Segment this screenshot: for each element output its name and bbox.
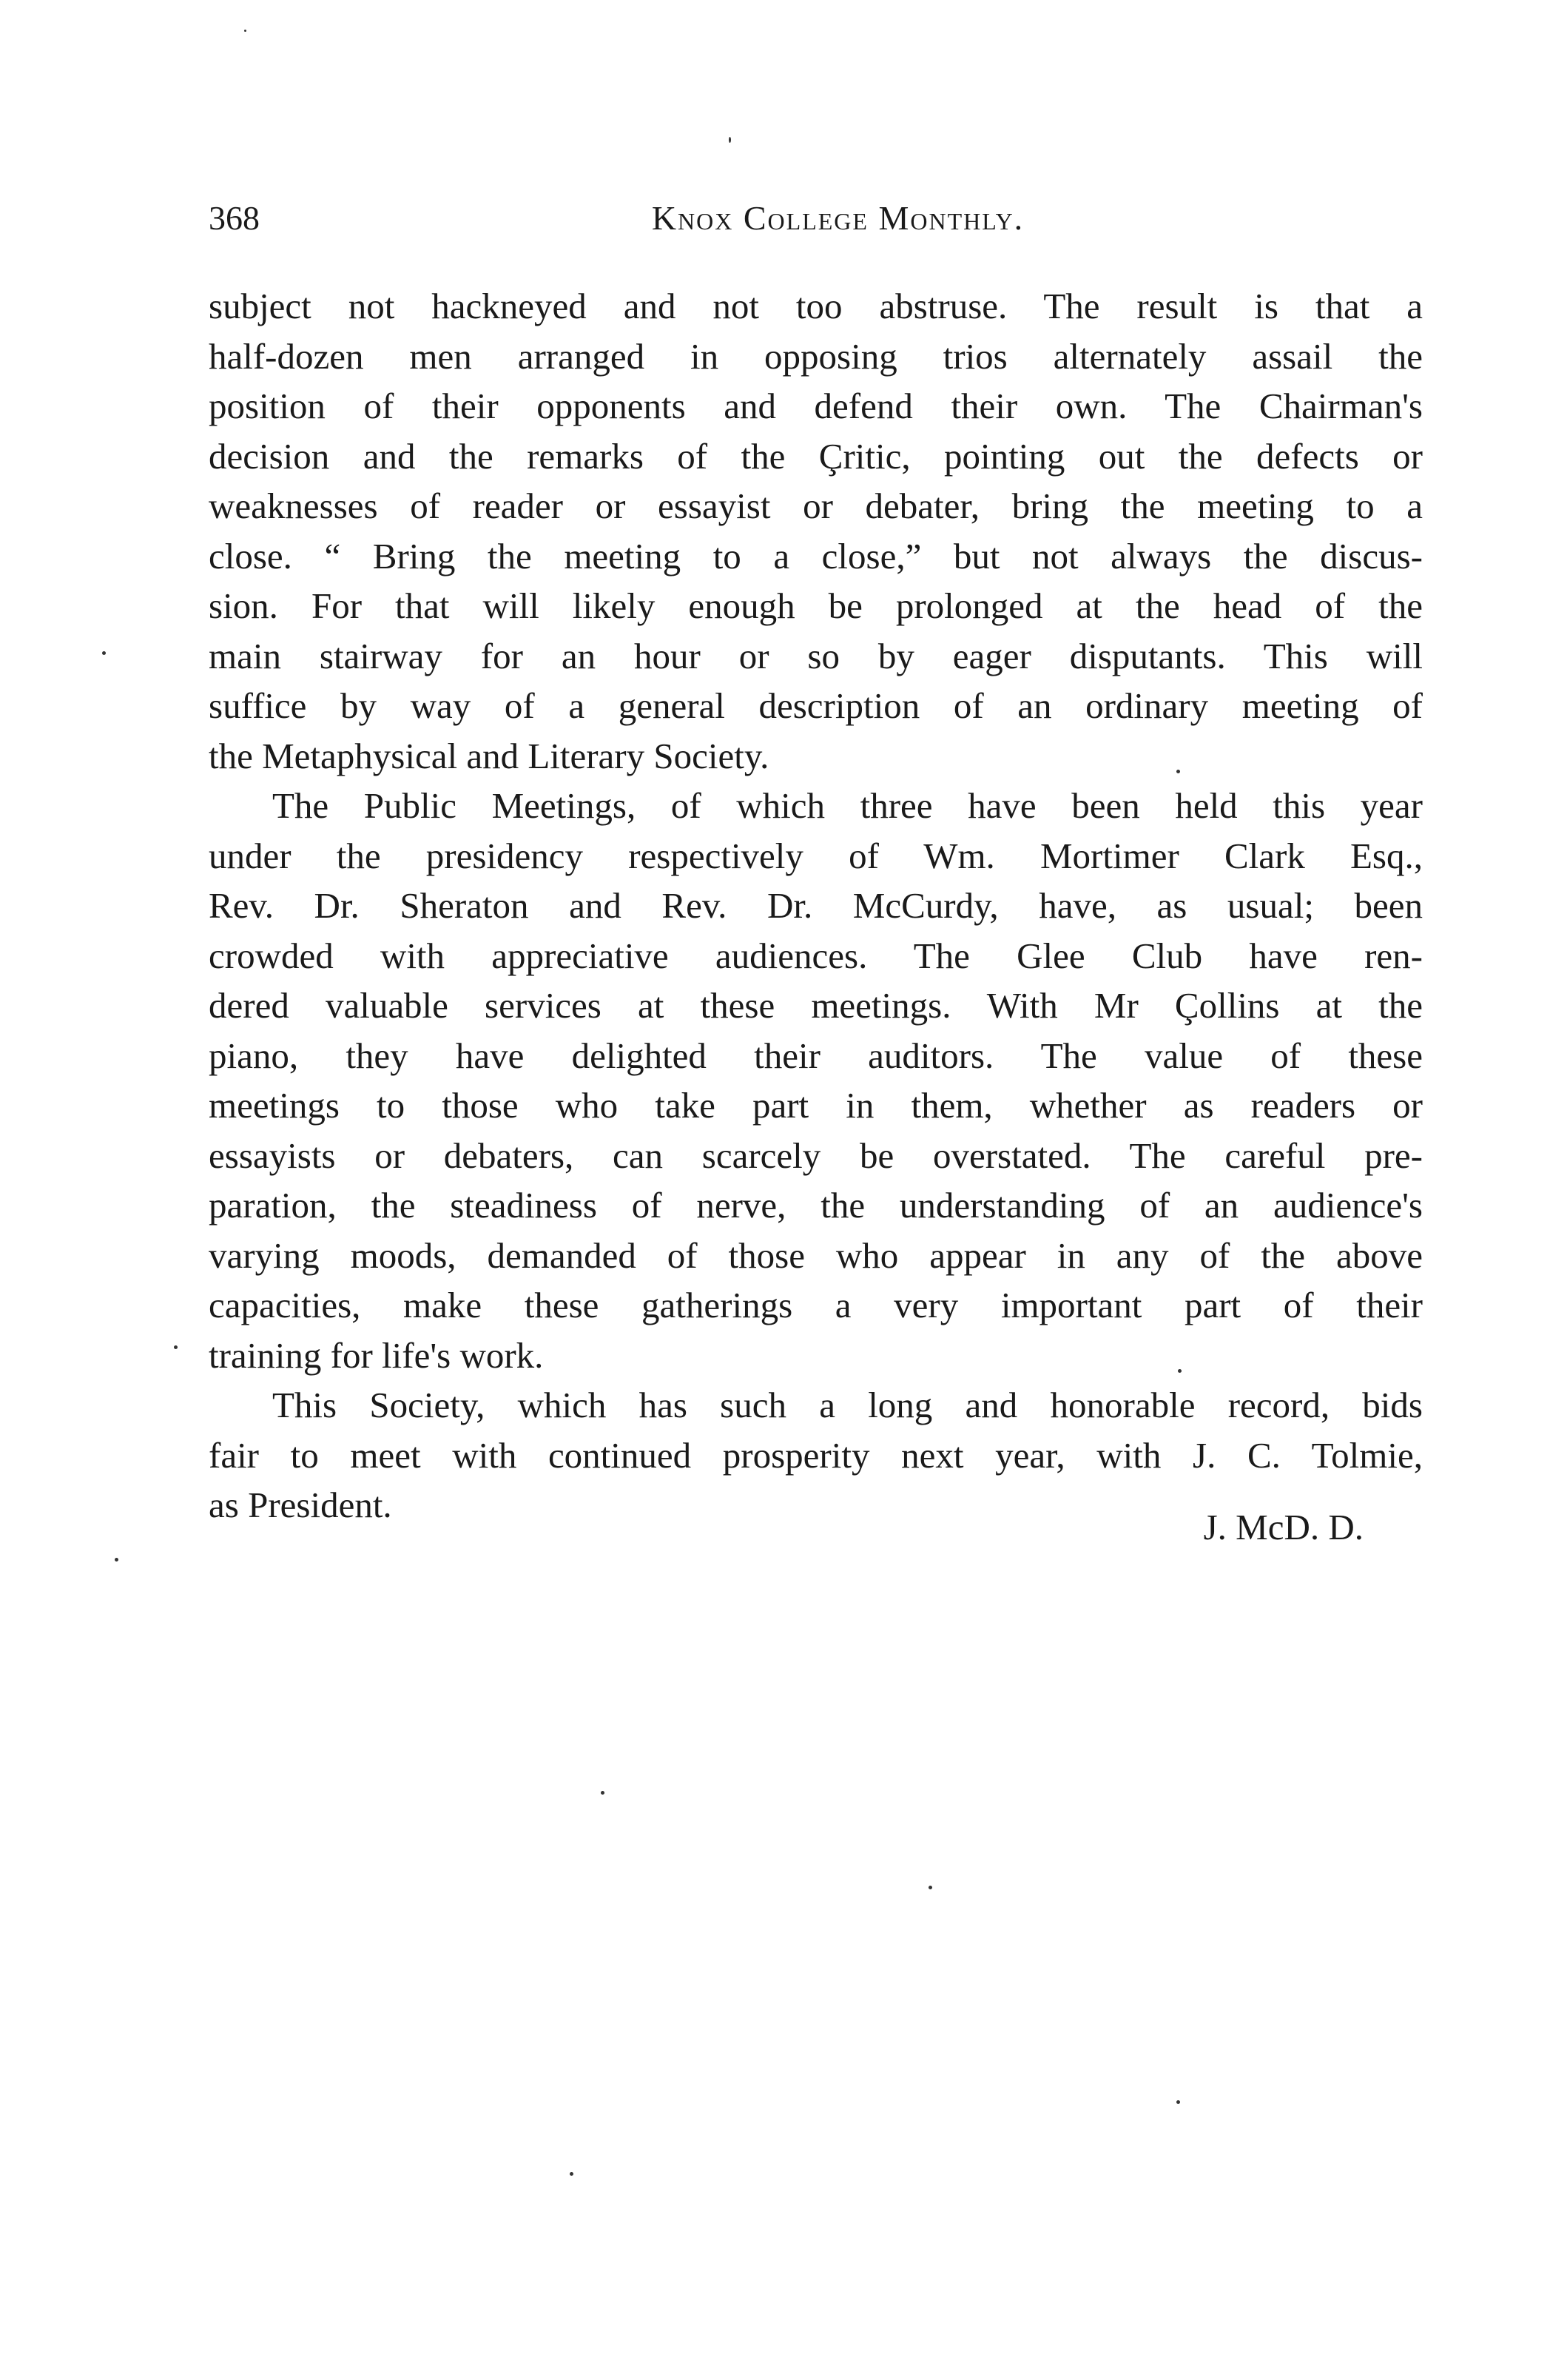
author-signature: J. McD. D. — [1203, 1506, 1364, 1547]
text-line: as President. — [209, 1485, 392, 1525]
scan-speck — [1176, 770, 1180, 773]
text-line: half-dozen men arranged in opposing trios alternately assail the — [209, 335, 1423, 377]
article-body — [209, 281, 1423, 1552]
text-line: essayists or debaters, can scarcely be overstated. The careful pre- — [209, 1134, 1423, 1176]
text-line: suffice by way of a general description of an ordinary meeting of — [209, 685, 1423, 726]
scan-speck — [729, 137, 731, 143]
text-line: the Metaphysical and Literary Society. — [209, 735, 769, 776]
scan-speck — [929, 1886, 932, 1889]
text-line: main stairway for an hour or so by eager disputants. This will — [209, 635, 1423, 676]
scan-speck — [1176, 2100, 1180, 2104]
running-title: Knox College Monthly. — [651, 199, 1025, 237]
text-line: meetings to those who take part in them, whether as readers or — [209, 1085, 1423, 1126]
scan-speck — [115, 1558, 118, 1562]
text-line: weaknesses of reader or essayist or debater, bring the meeting to a — [209, 485, 1423, 526]
text-line: The Public Meetings, of which three have been held this year — [272, 785, 1423, 826]
scan-speck — [570, 2172, 573, 2176]
text-line: crowded with appreciative audiences. The Glee Club have ren- — [209, 935, 1423, 976]
text-line: capacities, make these gatherings a very important part of their — [209, 1285, 1423, 1325]
scan-speck — [102, 651, 106, 655]
text-line: paration, the steadiness of nerve, the understanding of an audience's — [209, 1185, 1423, 1226]
scan-speck — [1178, 1369, 1182, 1373]
text-line: close. “ Bring the meeting to a close,” but not always the discus- — [209, 535, 1423, 576]
text-line: subject not hackneyed and not too abstruse. The result is that a — [209, 286, 1423, 326]
page-number: 368 — [209, 199, 260, 237]
running-header — [209, 198, 1423, 250]
text-line: decision and the remarks of the Çritic, pointing out the defects or — [209, 435, 1423, 477]
scan-speck — [174, 1345, 178, 1349]
text-line: training for life's work. — [209, 1334, 544, 1376]
text-line: fair to meet with continued prosperity next year, with J. C. Tolmie, — [209, 1434, 1423, 1476]
text-line: sion. For that will likely enough be prolonged at the head of the — [209, 585, 1423, 626]
scan-speck — [244, 30, 246, 32]
scan-speck — [601, 1791, 604, 1795]
text-line: Rev. Dr. Sheraton and Rev. Dr. McCurdy, have, as usual; been — [209, 885, 1423, 926]
text-line: piano, they have delighted their auditors. The value of these — [209, 1035, 1423, 1076]
text-line: varying moods, demanded of those who appear in any of the above — [209, 1234, 1423, 1276]
text-line: dered valuable services at these meetings. With Mr Çollins at the — [209, 985, 1423, 1026]
text-line: position of their opponents and defend their own. The Chairman's — [209, 386, 1423, 426]
text-line: This Society, which has such a long and honorable record, bids — [272, 1385, 1423, 1425]
text-line: under the presidency respectively of Wm. Mortimer Clark Esq., — [209, 835, 1423, 876]
